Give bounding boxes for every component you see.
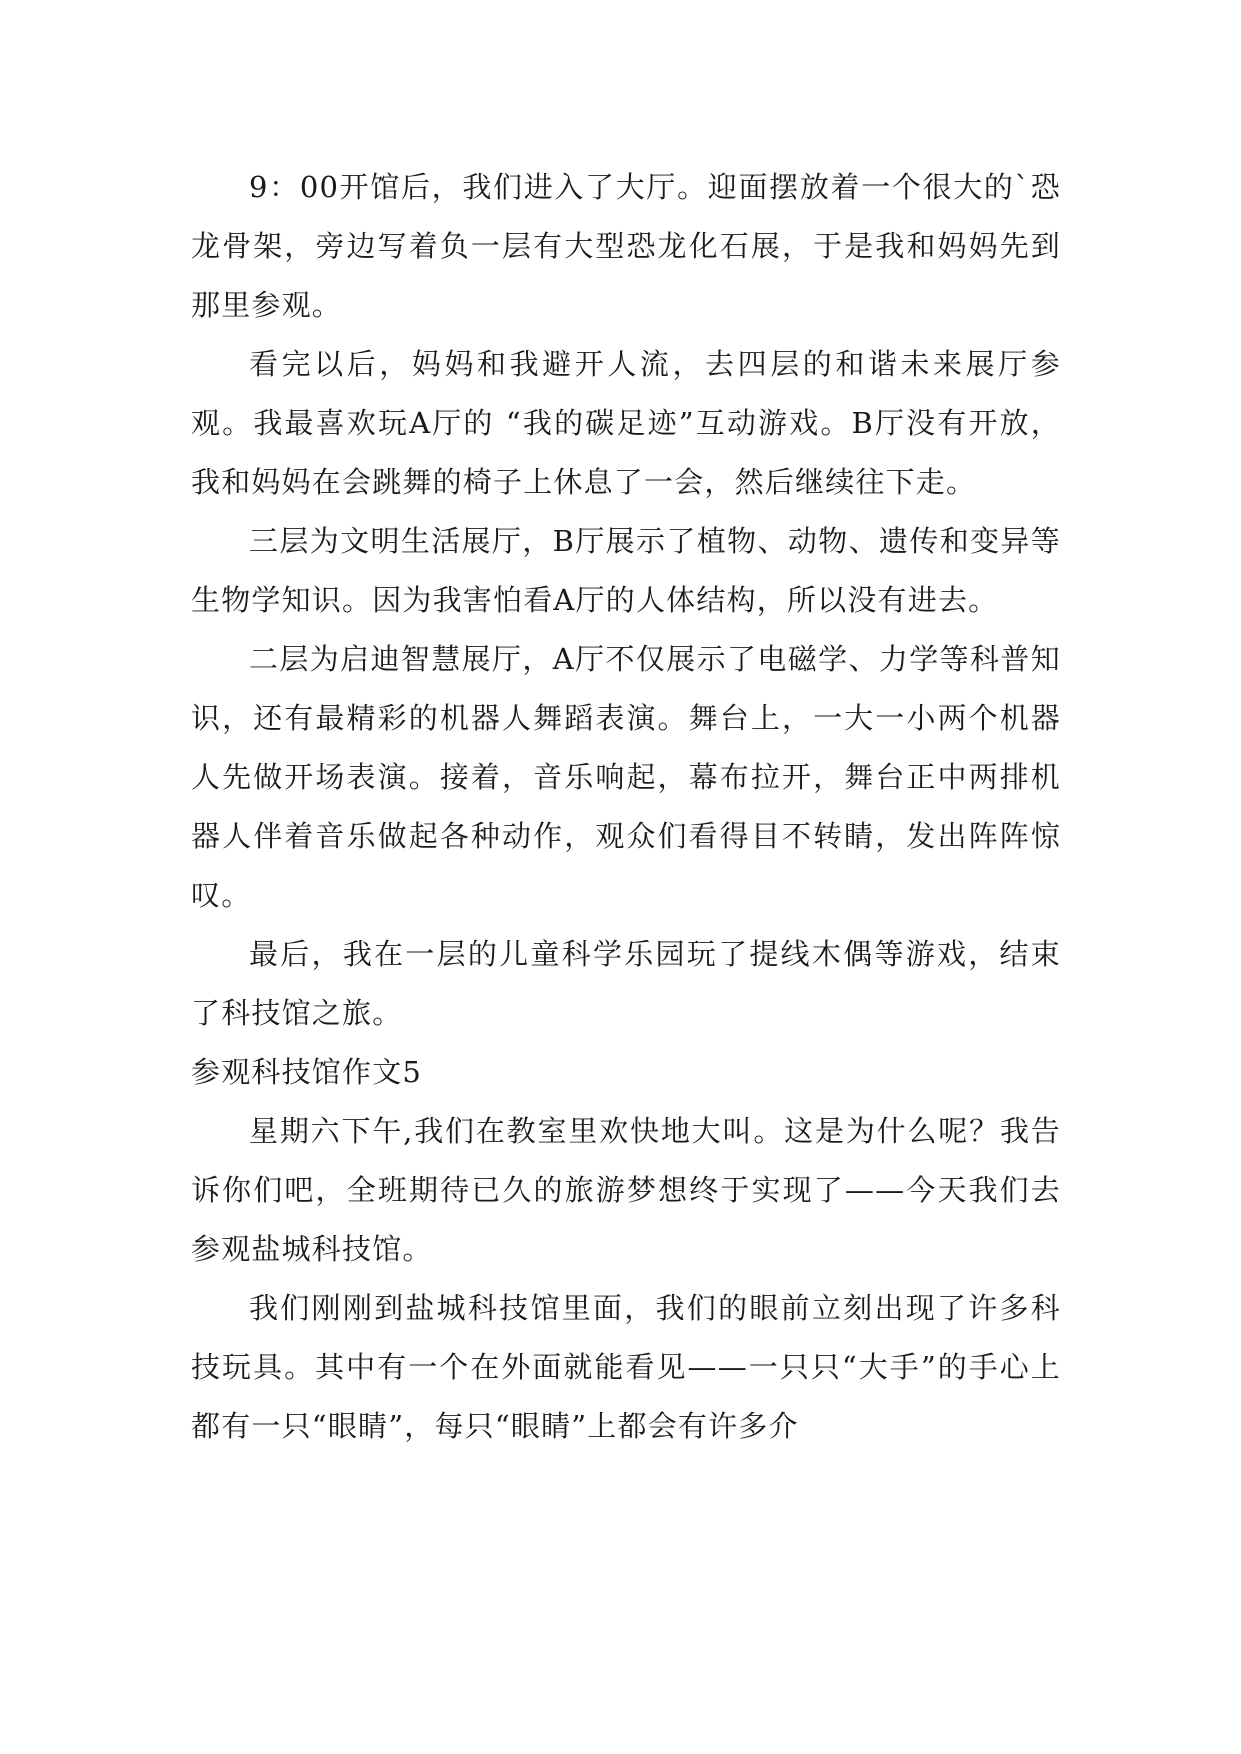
paragraph-third-floor: 三层为文明生活展厅，B厅展示了植物、动物、遗传和变异等生物学知识。因为我害怕看A厅的人体结构，所以没有进去。: [191, 524, 1061, 617]
paragraph-opening-hall: 9：00开馆后，我们进入了大厅。迎面摆放着一个很大的`恐龙骨架，旁边写着负一层有大型恐龙化石展，于是我和妈妈先到那里参观。: [191, 170, 1061, 322]
paragraph-arrival: 我们刚刚到盐城科技馆里面，我们的眼前立刻出现了许多科技玩具。其中有一个在外面就能看见——一只只“大手”的手心上都有一只“眼睛”，每只“眼睛”上都会有许多介: [191, 1291, 1061, 1443]
paragraph-first-floor: 最后，我在一层的儿童科学乐园玩了提线木偶等游戏，结束了科技馆之旅。: [191, 937, 1061, 1030]
paragraph-fourth-floor: 看完以后，妈妈和我避开人流，去四层的和谐未来展厅参观。我最喜欢玩A厅的 “我的碳足迹”互动游戏。B厅没有开放，我和妈妈在会跳舞的椅子上休息了一会，然后继续往下走。: [191, 347, 1061, 499]
paragraph-second-floor: 二层为启迪智慧展厅，A厅不仅展示了电磁学、力学等科普知识，还有最精彩的机器人舞蹈表演。舞台上，一大一小两个机器人先做开场表演。接着，音乐响起，幕布拉开，舞台正中两排机器人伴着音乐做起各种动作，观众们看得目不转睛，发出阵阵惊叹。: [191, 642, 1061, 912]
paragraph-saturday: 星期六下午,我们在教室里欢快地大叫。这是为什么呢？我告诉你们吧，全班期待已久的旅游梦想终于实现了——今天我们去参观盐城科技馆。: [191, 1114, 1061, 1266]
section-title: 参观科技馆作文5: [191, 1055, 423, 1089]
document-body: [191, 158, 1061, 1456]
